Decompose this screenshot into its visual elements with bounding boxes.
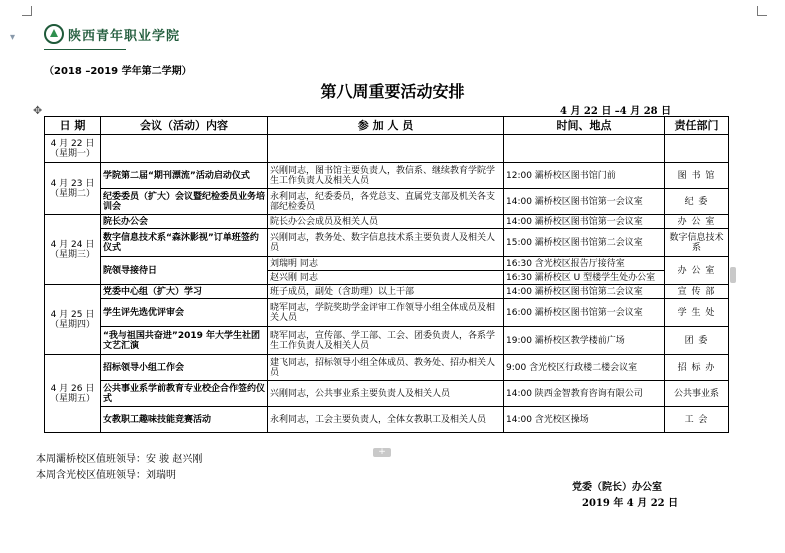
meeting-cell: 女教职工趣味技能竞赛活动 — [101, 407, 268, 433]
college-name: 陕西青年职业学院 — [68, 28, 181, 44]
table-row — [45, 381, 729, 407]
table-row — [45, 327, 729, 355]
time-place-cell: 14:00 灞桥校区图书馆第一会议室 — [504, 189, 665, 215]
meeting-cell: 学院第二届“期刊漂流”活动启动仪式 — [101, 163, 268, 189]
issuing-office: 党委（院长）办公室 — [572, 482, 662, 493]
time-place-cell: 14:00 含光校区操场 — [504, 407, 665, 433]
participants-cell: 兴刚同志，教务处、数字信息技术系主要负责人及相关人员 — [268, 229, 504, 257]
dept-cell: 纪 委 — [665, 189, 729, 215]
time-place-cell: 14:00 陕西金智教育咨询有限公司 — [504, 381, 665, 407]
dept-cell: 宣 传 部 — [665, 285, 729, 299]
page-title: 第八周重要活动安排 — [320, 82, 465, 101]
meeting-cell: 院长办公会 — [101, 215, 268, 229]
college-emblem-icon — [44, 24, 64, 44]
table-row — [45, 355, 729, 381]
semester-label: （2018 –2019 学年第二学期） — [44, 66, 192, 77]
table-row — [45, 285, 729, 299]
dept-cell: 公共事业系 — [665, 381, 729, 407]
time-place-cell: 9:00 含光校区行政楼二楼会议室 — [504, 355, 665, 381]
issue-date: 2019 年 4 月 22 日 — [582, 498, 679, 509]
table-move-icon[interactable]: ✥ — [33, 104, 43, 117]
college-logo — [44, 20, 180, 48]
crop-mark-top-right — [757, 6, 767, 16]
dept-cell: 工 会 — [665, 407, 729, 433]
participants-cell: 永利同志，工会主要负责人，全体女教职工及相关人员 — [268, 407, 504, 433]
dept-cell: 数字信息技术系 — [665, 229, 729, 257]
participants-cell: 建飞同志，招标领导小组全体成员、教务处、招办相关人员 — [268, 355, 504, 381]
participants-cell: 兴刚同志，图书馆主要负责人，教信系、继续教育学院学生工作负责人及相关人员 — [268, 163, 504, 189]
table-header-row — [45, 117, 729, 135]
meeting-cell: 党委中心组（扩大）学习 — [101, 285, 268, 299]
table-row — [45, 407, 729, 433]
time-place-cell: 19:00 灞桥校区教学楼前广场 — [504, 327, 665, 355]
time-place-cell: 16:30 含光校区报告厅接待室 — [504, 257, 665, 271]
date-cell: 4 月 24 日 （星期三） — [45, 215, 101, 285]
duty-leader-baqiao: 本周灞桥校区值班领导：安 骏 赵兴刚 — [36, 454, 203, 465]
participants-cell: 晓军同志，学院奖助学金评审工作领导小组全体成员及相关人员 — [268, 299, 504, 327]
dept-cell: 图 书 馆 — [665, 163, 729, 189]
meeting-cell: 数字信息技术系“森沐影视”订单班签约仪式 — [101, 229, 268, 257]
dept-cell: 团 委 — [665, 327, 729, 355]
dept-cell: 学 生 处 — [665, 299, 729, 327]
meeting-cell: 招标领导小组工作会 — [101, 355, 268, 381]
header-date: 日 期 — [45, 117, 101, 135]
table-row — [45, 215, 729, 229]
participants-cell: 刘瑞明 同志 — [268, 257, 504, 271]
chevron-down-icon[interactable]: ▾ — [10, 32, 16, 43]
time-place-cell — [504, 135, 665, 163]
duty-leader-hanguang: 本周含光校区值班领导：刘瑞明 — [36, 470, 176, 481]
time-place-cell: 16:00 灞桥校区图书馆第一会议室 — [504, 299, 665, 327]
meeting-cell: “我与祖国共奋进”2019 年大学生社团文艺汇演 — [101, 327, 268, 355]
participants-cell: 院长办公会成员及相关人员 — [268, 215, 504, 229]
table-row — [45, 229, 729, 257]
logo-underline — [44, 49, 126, 50]
time-place-cell: 12:00 灞桥校区图书馆门前 — [504, 163, 665, 189]
dept-cell: 招 标 办 — [665, 355, 729, 381]
dept-cell — [665, 135, 729, 163]
time-place-cell: 15:00 灞桥校区图书馆第二会议室 — [504, 229, 665, 257]
table-row — [45, 257, 729, 271]
header-meeting: 会议（活动）内容 — [101, 117, 268, 135]
header-time-place: 时间、地点 — [504, 117, 665, 135]
meeting-cell: 纪委委员（扩大）会议暨纪检委员业务培训会 — [101, 189, 268, 215]
dept-cell: 办 公 室 — [665, 257, 729, 285]
add-row-button[interactable]: + — [373, 448, 391, 457]
table-row — [45, 163, 729, 189]
table-resize-handle[interactable] — [730, 267, 736, 283]
header-dept: 责任部门 — [665, 117, 729, 135]
date-cell: 4 月 22 日 （星期一） — [45, 135, 101, 163]
table-row — [45, 299, 729, 327]
meeting-cell: 公共事业系学前教育专业校企合作签约仪式 — [101, 381, 268, 407]
table-row — [45, 189, 729, 215]
participants-cell: 永利同志，纪委委员，各党总支、直属党支部及机关各支部纪检委员 — [268, 189, 504, 215]
meeting-cell — [101, 135, 268, 163]
participants-cell: 晓军同志，宣传部、学工部、工会、团委负责人，各系学生工作负责人及相关人员 — [268, 327, 504, 355]
date-cell: 4 月 26 日 （星期五） — [45, 355, 101, 433]
meeting-cell: 院领导接待日 — [101, 257, 268, 285]
table-row — [45, 135, 729, 163]
participants-cell: 赵兴刚 同志 — [268, 271, 504, 285]
crop-mark-top-left — [22, 6, 32, 16]
dept-cell: 办 公 室 — [665, 215, 729, 229]
schedule-table — [44, 116, 729, 433]
participants-cell: 班子成员，副处（含助理）以上干部 — [268, 285, 504, 299]
participants-cell: 兴刚同志，公共事业系主要负责人及相关人员 — [268, 381, 504, 407]
header-participants: 参 加 人 员 — [268, 117, 504, 135]
date-cell: 4 月 25 日 （星期四） — [45, 285, 101, 355]
meeting-cell: 学生评先选优评审会 — [101, 299, 268, 327]
participants-cell — [268, 135, 504, 163]
time-place-cell: 16:30 灞桥校区 U 型楼学生处办公室 — [504, 271, 665, 285]
time-place-cell: 14:00 灞桥校区图书馆第一会议室 — [504, 215, 665, 229]
date-range: 4 月 22 日 –4 月 28 日 — [560, 106, 672, 117]
date-cell: 4 月 23 日 （星期二） — [45, 163, 101, 215]
time-place-cell: 14:00 灞桥校区图书馆第二会议室 — [504, 285, 665, 299]
